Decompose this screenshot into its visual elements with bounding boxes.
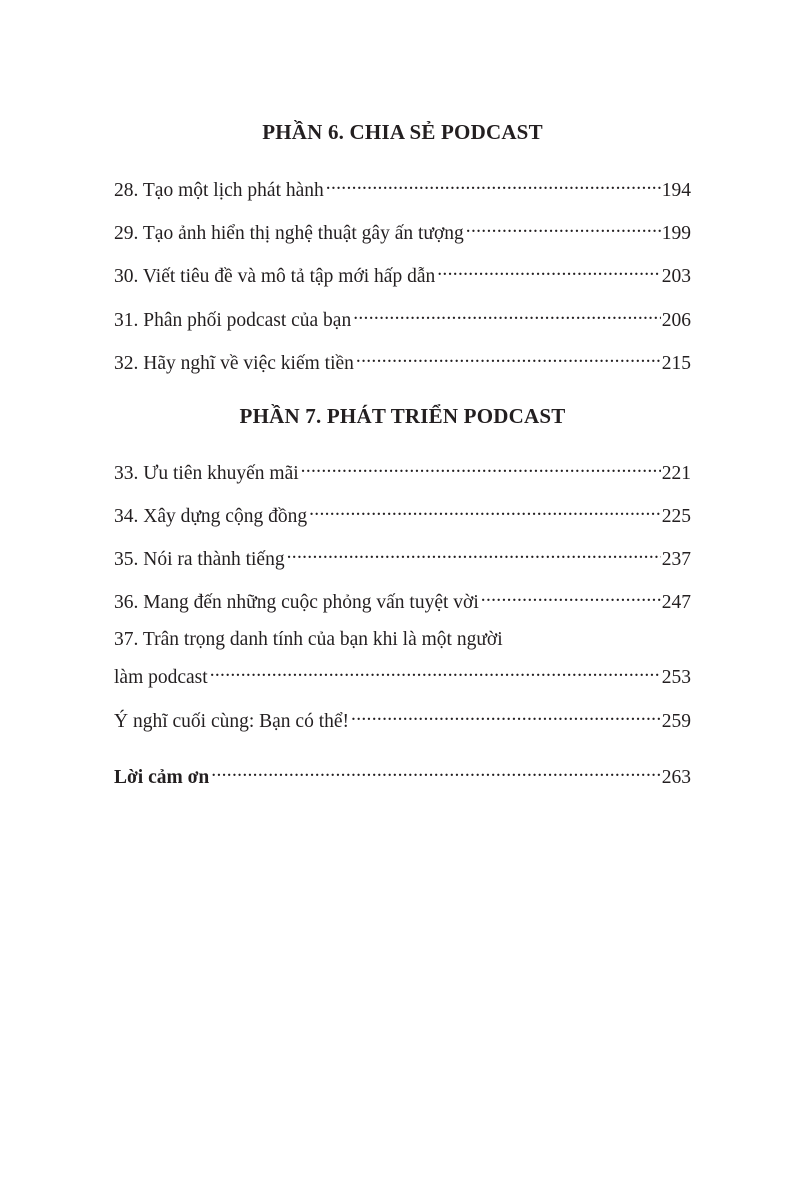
dot-leader xyxy=(466,215,661,239)
toc-entry-title: Lời cảm ơn xyxy=(114,767,210,788)
dot-leader xyxy=(351,703,661,727)
toc-entry-page: 199 xyxy=(661,223,691,244)
toc-entry-31[interactable] xyxy=(114,302,691,333)
toc-entry-37-line1[interactable]: 37. Trân trọng danh tính của bạn khi là một người xyxy=(114,629,503,650)
section-heading-part-6: PHẦN 6. CHIA SẺ PODCAST xyxy=(262,120,543,144)
toc-entry-title: 35. Nói ra thành tiếng xyxy=(114,549,285,570)
toc-entry-title: 32. Hãy nghĩ về việc kiếm tiền xyxy=(114,353,354,374)
toc-entry-37[interactable] xyxy=(114,659,691,690)
section-heading-part-7: PHẦN 7. PHÁT TRIỂN PODCAST xyxy=(239,404,566,428)
toc-entry-title: 31. Phân phối podcast của bạn xyxy=(114,310,352,331)
toc-entry-page: 247 xyxy=(661,592,691,613)
toc-entry-title: 33. Ưu tiên khuyến mãi xyxy=(114,463,299,484)
toc-entry-35[interactable] xyxy=(114,541,691,572)
toc-entry-page: 215 xyxy=(661,353,691,374)
toc-entry-28[interactable] xyxy=(114,172,691,203)
toc-entry-page: 225 xyxy=(661,506,691,527)
toc-entry-title: 28. Tạo một lịch phát hành xyxy=(114,180,324,201)
toc-entry-page: 221 xyxy=(661,463,691,484)
toc-entry-30[interactable] xyxy=(114,258,691,289)
toc-entry-29[interactable] xyxy=(114,215,691,246)
dot-leader xyxy=(356,345,661,369)
toc-entry-title: 30. Viết tiêu đề và mô tả tập mới hấp dẫn xyxy=(114,266,436,287)
toc-entry-final-thoughts[interactable] xyxy=(114,703,691,734)
toc-entry-page: 203 xyxy=(661,266,691,287)
toc-entry-32[interactable] xyxy=(114,345,691,376)
dot-leader xyxy=(353,302,661,326)
dot-leader xyxy=(481,584,661,608)
dot-leader xyxy=(437,258,661,282)
toc-entry-page: 259 xyxy=(661,711,691,732)
toc-entry-34[interactable] xyxy=(114,498,691,529)
toc-entry-page: 253 xyxy=(661,667,691,688)
dot-leader xyxy=(326,172,661,196)
toc-entry-title: 29. Tạo ảnh hiển thị nghệ thuật gây ấn tượng xyxy=(114,223,464,244)
dot-leader xyxy=(211,759,660,783)
toc-entry-title: Ý nghĩ cuối cùng: Bạn có thể! xyxy=(114,711,350,732)
toc-entry-title: làm podcast xyxy=(114,667,208,688)
toc-entry-33[interactable] xyxy=(114,455,691,486)
toc-entry-page: 206 xyxy=(661,310,691,331)
toc-entry-page: 237 xyxy=(661,549,691,570)
dot-leader xyxy=(210,659,661,683)
toc-entry-acknowledgements[interactable] xyxy=(114,759,691,790)
dot-leader xyxy=(301,455,661,479)
toc-entry-36[interactable] xyxy=(114,584,691,615)
toc-entry-page: 263 xyxy=(661,767,691,788)
toc-entry-title: 36. Mang đến những cuộc phỏng vấn tuyệt vời xyxy=(114,592,479,613)
toc-entry-page: 194 xyxy=(661,180,691,201)
dot-leader xyxy=(287,541,661,565)
dot-leader xyxy=(309,498,661,522)
toc-entry-title: 34. Xây dựng cộng đồng xyxy=(114,506,308,527)
